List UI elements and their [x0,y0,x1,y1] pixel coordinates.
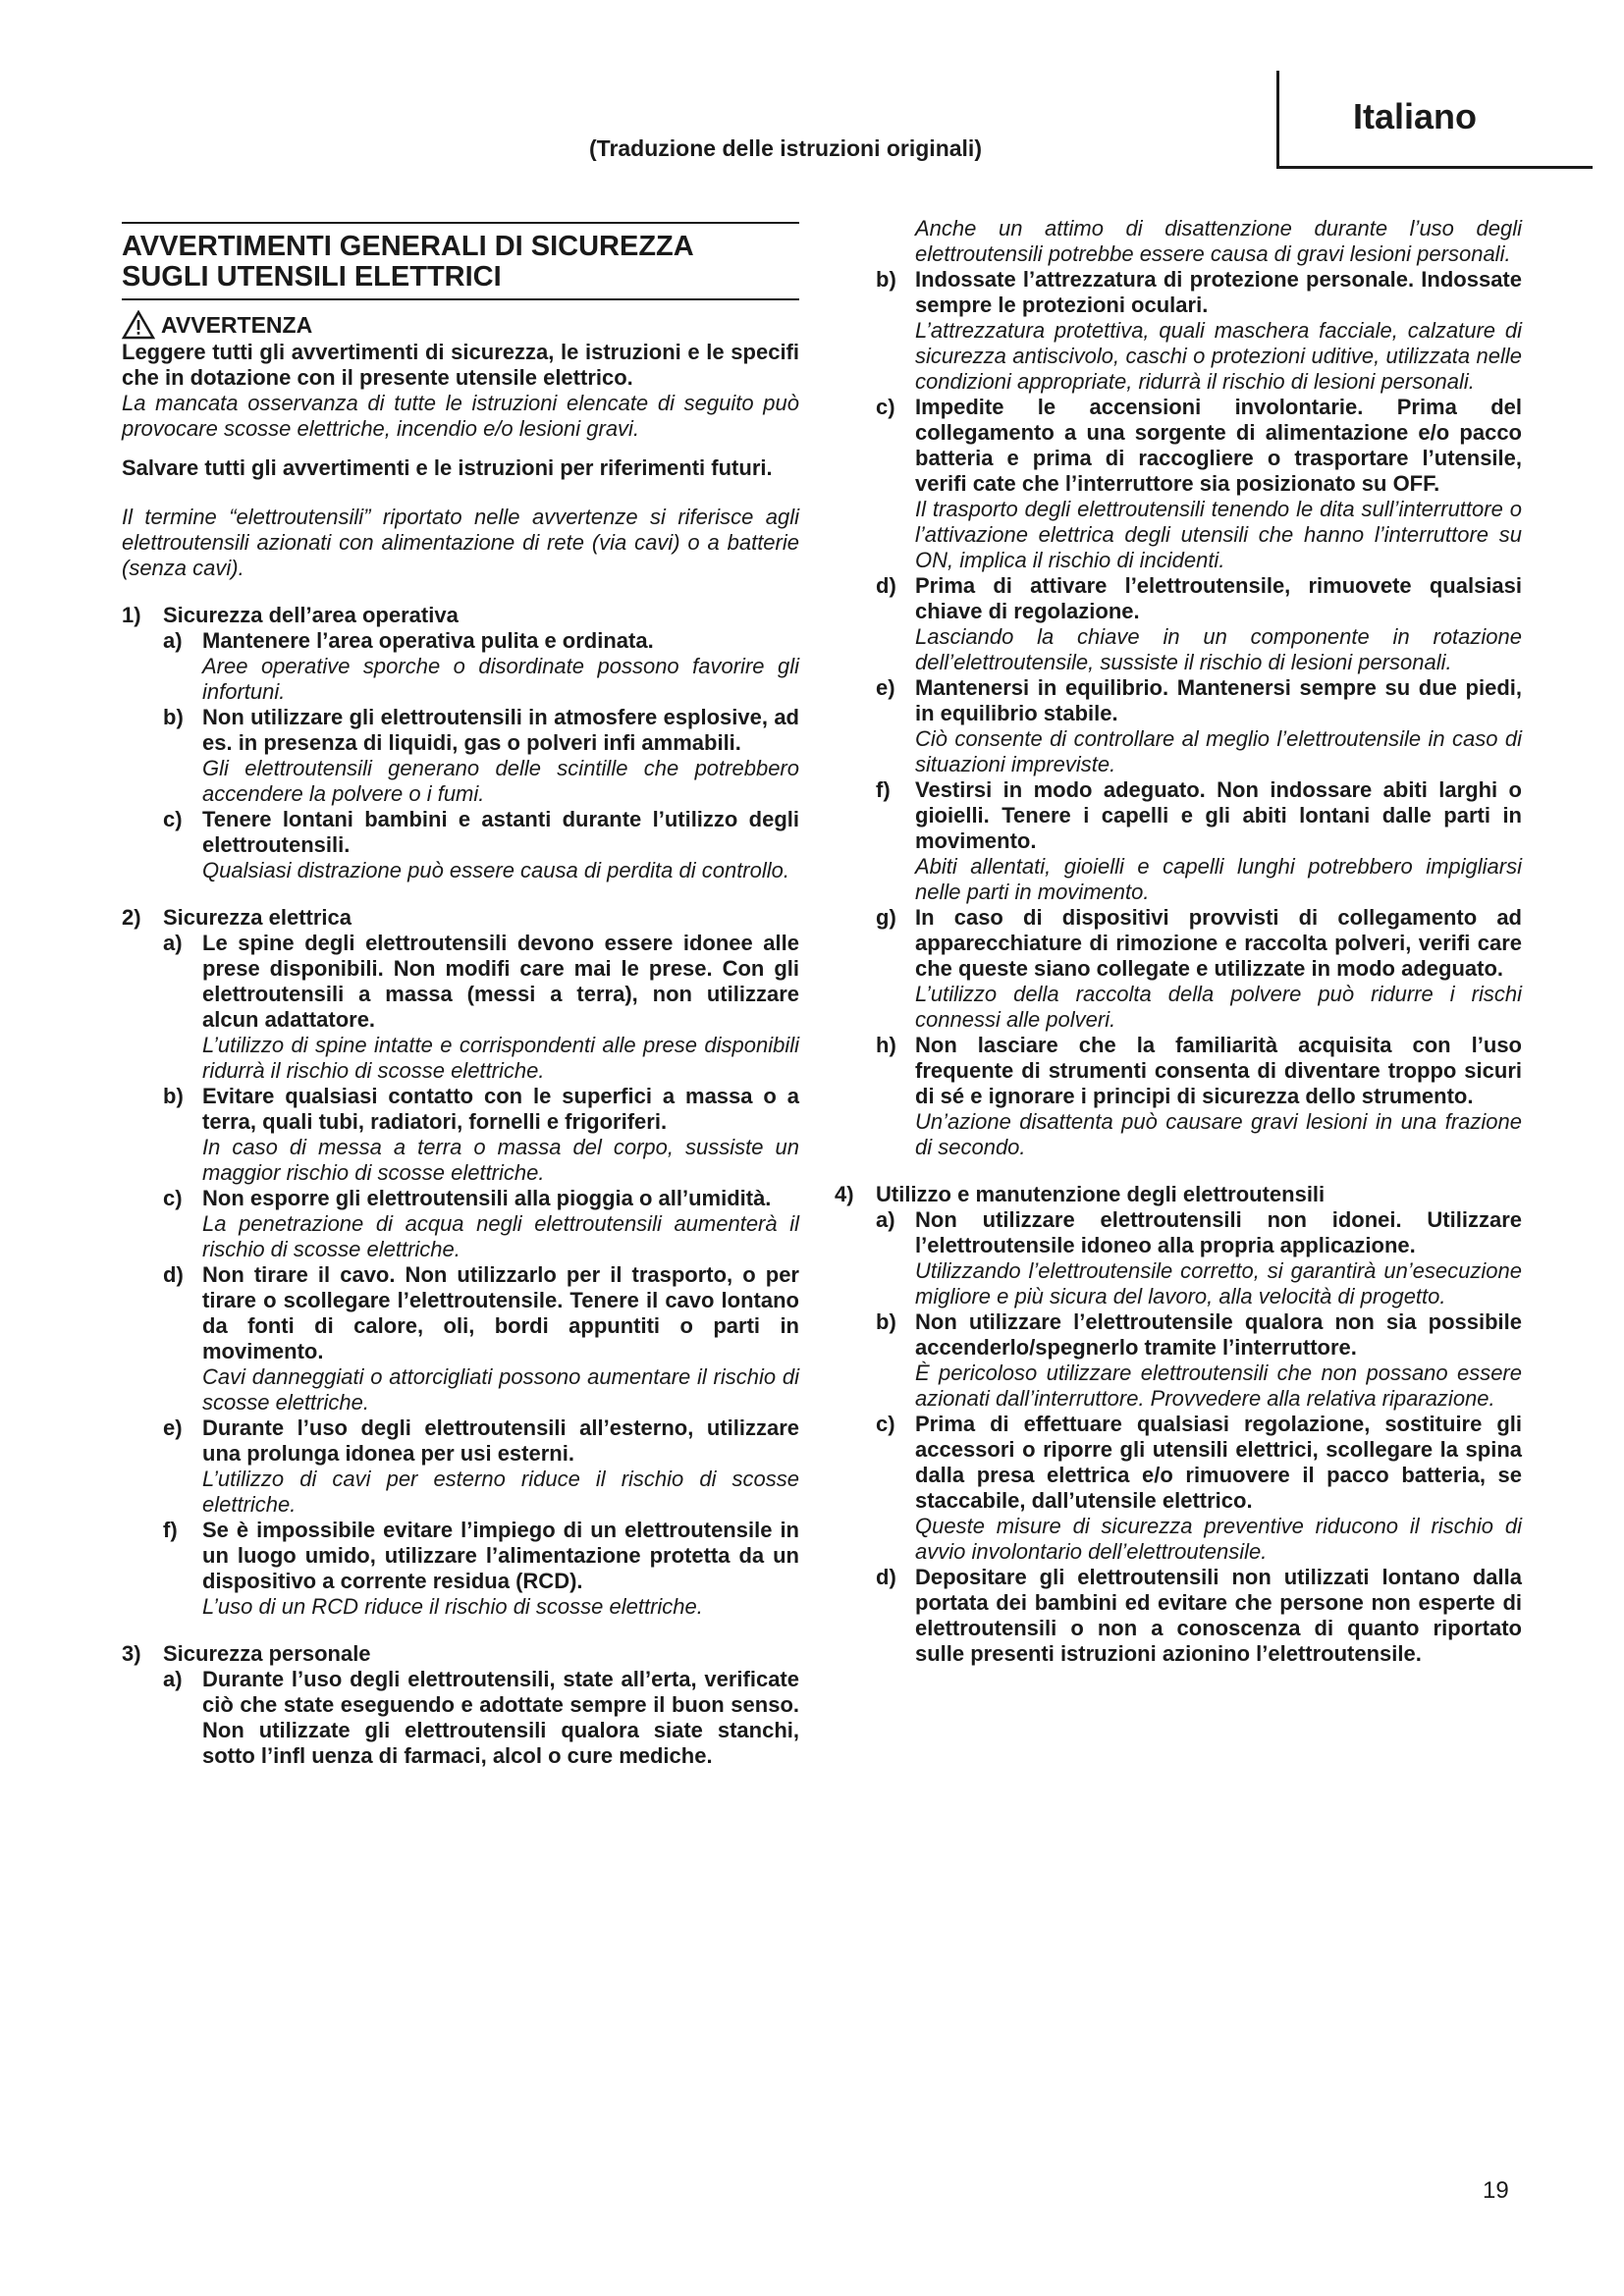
section-heading: 1) Sicurezza dell’area operativa [122,603,459,627]
list-item: c) Non esporre gli elettroutensili alla pioggia o all’umidità. La penetrazione di acqua negli elettroutensili aumenterà il rischio di scosse elettriche. [163,1186,799,1261]
left-column [122,222,799,1769]
section-title: AVVERTIMENTI GENERALI DI SICUREZZA SUGLI UTENSILI ELETTRICI [122,222,799,300]
term-definition: Il termine “elettroutensili” riportato nelle avvertenze si riferisce agli elettroutensili azionati con alimentazione di rete (via cavi) o a batterie (senza cavi). [122,505,799,580]
list-item: d) Non tirare il cavo. Non utilizzarlo per il trasporto, o per tirare o scollegare l’elettroutensile. Tenere il cavo lontano da fonti di calore, oli, bordi appuntiti o parti in movimento. Cavi danneggiati o attorcigliati possono aumentare il rischio di scosse elettriche. [163,1262,799,1415]
list-item: e) Mantenersi in equilibrio. Mantenersi sempre su due piedi, in equilibrio stabile. Ciò consente di controllare al meglio l’elettroutensile in caso di situazioni impreviste. [876,675,1522,776]
list-item: g) In caso di dispositivi provvisti di collegamento ad apparecchiature di rimozione e raccolta polveri, verifi care che queste siano collegate e utilizzate in modo adeguato. L’utilizzo della raccolta della polvere può ridurre i rischi connessi alle polveri. [876,905,1522,1032]
section-heading: 3) Sicurezza personale [122,1641,371,1666]
warning-heading: AVVERTENZA [122,310,799,340]
section-heading: 4) Utilizzo e manutenzione degli elettroutensili [835,1182,1326,1206]
language-label: Italiano [1353,96,1478,136]
list-item: f) Se è impossibile evitare l’impiego di un elettroutensile in un luogo umido, utilizzare l’alimentazione protetta da un dispositivo a corrente residua (RCD). L’uso di un RCD riduce il rischio di scosse elettriche. [163,1518,799,1619]
list-item: b) Indossate l’attrezzatura di protezione personale. Indossate sempre le protezioni oculari. L’attrezzatura protettiva, quali maschera facciale, calzature di sicurezza antiscivolo, caschi o protezioni uditive, utilizzata nelle condizioni appropriate, ridurrà il rischio di lesioni personali. [876,267,1522,394]
list-item: a) Non utilizzare elettroutensili non idonei. Utilizzare l’elettroutensile idoneo alla propria applicazione. Utilizzando l’elettroutensile corretto, si garantirà un’esecuzione migliore e più sicura del lavoro, alla velocità di progetto. [876,1207,1522,1308]
warning-triangle-icon [122,310,155,340]
warning-text: Leggere tutti gli avvertimenti di sicurezza, le istruzioni e le specifi che in dotazione con il presente utensile elettrico. [122,340,799,390]
list-item: e) Durante l’uso degli elettroutensili all’esterno, utilizzare una prolunga idonea per usi esterni. L’utilizzo di cavi per esterno riduce il rischio di scosse elettriche. [163,1415,799,1517]
list-item: b) Non utilizzare l’elettroutensile qualora non sia possibile accenderlo/spegnerlo tramite l’interruttore. È pericoloso utilizzare elettroutensili che non possano essere azionati dall’interruttore. Provvedere alla relativa riparazione. [876,1309,1522,1411]
list-item: a) Mantenere l’area operativa pulita e ordinata. Aree operative sporche o disordinate possono favorire gli infortuni. [163,628,799,704]
page-number: 19 [1483,2177,1509,2204]
list-item: c) Prima di effettuare qualsiasi regolazione, sostituire gli accessori o riporre gli utensili elettrici, scollegare la spina dalla presa elettrica e/o rimuovere il pacco batteria, se staccabile, dall’utensile elettrico. Queste misure di sicurezza preventive riducono il rischio di avvio involontario dell’elettroutensile. [876,1412,1522,1564]
page-subtitle: (Traduzione delle istruzioni originali) [589,135,982,161]
list-item: f) Vestirsi in modo adeguato. Non indossare abiti larghi o gioielli. Tenere i capelli e gli abiti lontani dalle parti in movimento. Abiti allentati, gioielli e capelli lunghi potrebbero impigliarsi nelle parti in movimento. [876,777,1522,904]
save-instructions: Salvare tutti gli avvertimenti e le istruzioni per riferimenti futuri. [122,455,773,480]
list-item: a) Le spine degli elettroutensili devono essere idonee alle prese disponibili. Non modifi care mai le prese. Con gli elettroutensili a massa (messi a terra), non utilizzare alcun adattatore. L’utilizzo di spine intatte e corrispondenti alle prese disponibili ridurrà il rischio di scosse elettriche. [163,931,799,1083]
list-item: a) Durante l’uso degli elettroutensili, state all’erta, verificate ciò che state eseguendo e adottate sempre il buon senso. Non utilizzate gli elettroutensili qualora siate stanchi, sotto l’infl uenza di farmaci, alcol o cure mediche. [163,1667,799,1768]
list-item: c) Impedite le accensioni involontarie. Prima del collegamento a una sorgente di alimentazione e/o pacco batteria e prima di raccogliere o trasportare l’utensile, verifi cate che l’interruttore sia posizionato su OFF. Il trasporto degli elettroutensili tenendo le dita sull’interruttore o l’attivazione elettrica degli utensili che hanno l’interruttore su ON, implica il rischio di incidenti. [876,395,1522,572]
list-item: d) Prima di attivare l’elettroutensile, rimuovete qualsiasi chiave di regolazione. Lasciando la chiave in un componente in rotazione dell’elettroutensile, sussiste il rischio di lesioni personali. [876,573,1522,674]
section-heading: 2) Sicurezza elettrica [122,905,352,930]
list-item: d) Depositare gli elettroutensili non utilizzati lontano dalla portata dei bambini ed evitare che persone non esperte di elettroutensili o non a conoscenza di quanto riportato sulle presenti istruzioni azionino l’elettroutensile. [876,1565,1522,1666]
list-item: b) Evitare qualsiasi contatto con le superfici a massa o a terra, quali tubi, radiatori, fornelli e frigoriferi. In caso di messa a terra o massa del corpo, sussiste un maggior rischio di scosse elettriche. [163,1084,799,1185]
right-column [835,216,1522,1667]
list-item: h) Non lasciare che la familiarità acquisita con l’uso frequente di strumenti consenta di diventare troppo sicuri di sé e ignorare i principi di sicurezza dello strumento. Un’azione disattenta può causare gravi lesioni in una frazione di secondo. [876,1033,1522,1159]
warning-consequence: La mancata osservanza di tutte le istruzioni elencate di seguito può provocare scosse elettriche, incendio e/o lesioni gravi. [122,391,799,441]
list-item: b) Non utilizzare gli elettroutensili in atmosfere esplosive, ad es. in presenza di liquidi, gas o polveri infi ammabili. Gli elettroutensili generano delle scintille che potrebbero accendere la polvere o i fumi. [163,705,799,806]
list-item-continued: Anche un attimo di disattenzione durante l’uso degli elettroutensili potrebbe essere causa di gravi lesioni personali. [915,216,1522,266]
list-item: c) Tenere lontani bambini e astanti durante l’utilizzo degli elettroutensili. Qualsiasi distrazione può essere causa di perdita di controllo. [163,807,799,882]
